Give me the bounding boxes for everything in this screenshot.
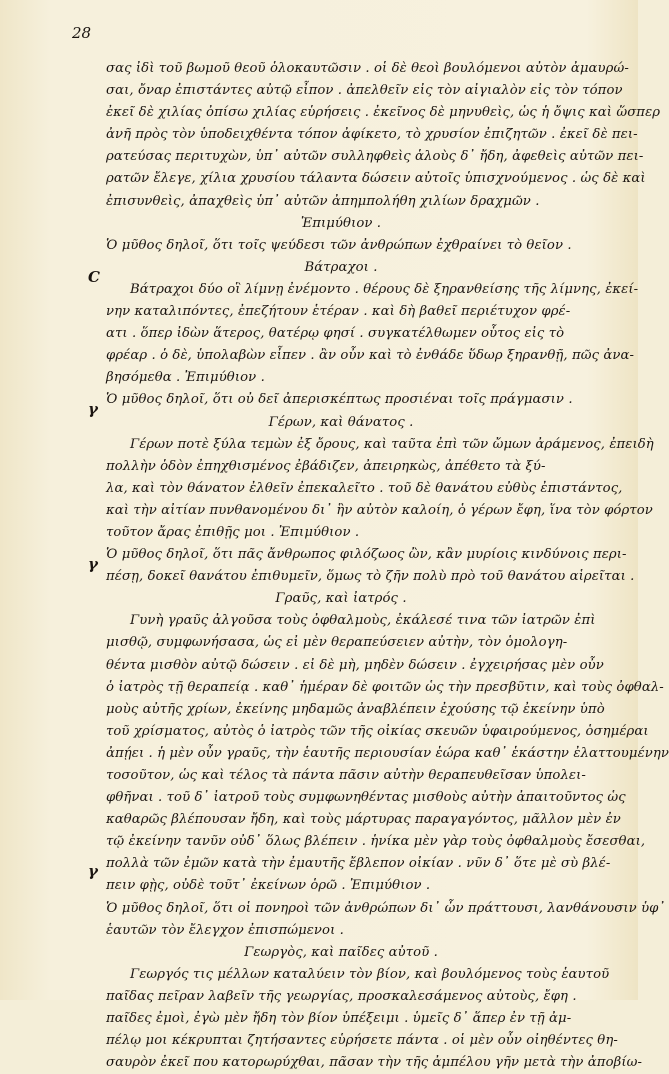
page-number: 28 (72, 24, 92, 42)
text-line: παῖδες ἐμοὶ, ἐγὼ μὲν ἤδη τὸν βίον ὑπέξειμι . ὑμεῖς δ᾽ ἅπερ ἐν τῇ ἀμ- (106, 1011, 572, 1027)
text-line: πολλὰ τῶν ἐμῶν κατὰ τὴν ἐμαυτῆς ἔβλεπον οἰκίαν . νῦν δ᾽ ὅτε μὲ σὺ βλέ- (106, 856, 611, 872)
text-line: ἀπῄει . ἡ μὲν οὖν γραῦς, τὴν ἑαυτῆς περιουσίαν ἑώρα καθ᾽ ἑκάστην ἐλαττουμένην (106, 745, 669, 761)
text-line: θέντα μισθὸν αὐτῷ δώσειν . εἰ δὲ μὴ, μηδὲν δώσειν . ἐγχειρήσας μὲν οὖν (106, 657, 604, 673)
text-line: τῷ ἐκείνην τανῦν οὐδ᾽ ὅλως βλέπειν . ἡνίκα μὲν γὰρ τοὺς ὀφθαλμοὺς ἔσεσθαι, (106, 834, 646, 850)
text-line: μισθῷ, συμφωνήσασα, ὡς εἰ μὲν θεραπεύσειεν αὐτὴν, τὸν ὁμολογη- (106, 635, 568, 651)
text-line: Ὁ μῦθος δηλοῖ, ὅτι τοῖς ψεύδεσι τῶν ἀνθρώπων ἐχθραίνει τὸ θεῖον . (106, 237, 572, 253)
text-line: τοσοῦτον, ὡς καὶ τέλος τὰ πάντα πᾶσιν αὐτὴν θεραπευθεῖσαν ὑπολει- (106, 768, 586, 783)
text-line: πειν φῂς, οὐδὲ τοῦτ᾽ ἐκείνων ὁρῶ . Ἐπιμύθιον . (106, 878, 431, 894)
text-line: ἐκεῖ δὲ χιλίας ὀπίσω χιλίας εὑρήσεις . ἐκεῖνος δὲ μηνυθεὶς, ὡς ἡ ὄψις καὶ ὥσπερ (106, 105, 661, 121)
fable-heading: Βάτραχοι . (304, 259, 378, 275)
text-line: Γεωργός τις μέλλων καταλύειν τὸν βίον, καὶ βουλόμενος τοὺς ἑαυτοῦ (130, 966, 610, 982)
fable-heading: Γεωργὸς, καὶ παῖδες αὐτοῦ . (244, 944, 438, 960)
margin-note: γ (88, 555, 98, 573)
text-line: ἐπισυνθεὶς, ἀπαχθεὶς ὑπ᾽ αὐτῶν ἀπημπολήθη χιλίων δραχμῶν . (106, 193, 540, 209)
text-line: ὁ ἰατρὸς τῇ θεραπείᾳ . καθ᾽ ἡμέραν δὲ φοιτῶν ὡς τὴν πρεσβῦτιν, καὶ τοὺς ὀφθαλ- (106, 679, 664, 695)
text-line: ρατεύσας περιτυχὼν, ὑπ᾽ αὐτῶν συλληφθεὶς ἁλοὺς δ᾽ ἤδη, ἀφεθεὶς αὐτῶν πει- (106, 149, 644, 165)
text-line: ἑαυτῶν τὸν ἔλεγχον ἐπισπώμενοι . (106, 922, 344, 938)
text-line: σας ἰδὶ τοῦ βωμοῦ θεοῦ ὁλοκαυτῶσιν . οἱ δὲ θεοὶ βουλόμενοι αὐτὸν ἀμαυρώ- (106, 61, 629, 76)
text-line: παῖδας πεῖραν λαβεῖν τῆς γεωργίας, προσκαλεσάμενος αὐτοὺς, ἔφη . (106, 988, 577, 1004)
text-line: Ὁ μῦθος δηλοῖ, ὅτι πᾶς ἄνθρωπος φιλόζωος ὢν, κἂν μυρίοις κινδύνοις περι- (106, 547, 627, 563)
text-line: Γυνὴ γραῦς ἀλγοῦσα τοὺς ὀφθαλμοὺς, ἐκάλεσέ τινα τῶν ἰατρῶν ἐπὶ (130, 613, 596, 629)
text-line: βησόμεθα . Ἐπιμύθιον . (106, 370, 265, 386)
text-line: πέλῳ μοι κέκρυπται ζητήσαντες εὑρήσετε πάντα . οἱ μὲν οὖν οἰηθέντες θη- (106, 1033, 618, 1049)
text-line: λα, καὶ τὸν θάνατον ἐλθεῖν ἐπεκαλεῖτο . τοῦ δὲ θανάτου εὐθὺς ἐπιστάντος, (106, 480, 623, 496)
text-line: ἀνῆ πρὸς τὸν ὑποδειχθέντα τόπον ἀφίκετο, τὸ χρυσίον ἐπιζητῶν . ἐκεῖ δὲ πει- (106, 127, 638, 143)
text-line: μοὺς αὐτῆς χρίων, ἐκείνης μηδαμῶς ἀναβλέπειν ἐχούσης τῷ ἐκείνην ὑπὸ (106, 701, 605, 717)
text-line: Ὁ μῦθος δηλοῖ, ὅτι οὐ δεῖ ἀπερισκέπτως προσιέναι τοῖς πράγμασιν . (106, 392, 573, 408)
text-line: σαι, ὄναρ ἐπιστάντες αὐτῷ εἶπον . ἀπελθεῖν εἰς τὸν αἰγιαλὸν εἰς τὸν τόπον (106, 83, 623, 99)
margin-note: γ (88, 400, 98, 418)
margin-note: γ (88, 862, 98, 880)
text-line: καὶ τὴν αἰτίαν πυνθανομένου δι᾽ ἣν αὐτὸν καλοίη, ὁ γέρων ἔφη, ἵνα τὸν φόρτον (106, 502, 653, 518)
text-line: πέσῃ, δοκεῖ θανάτου ἐπιθυμεῖν, ὅμως τὸ ζῆν πολὺ πρὸ τοῦ θανάτου αἱρεῖται . (106, 569, 635, 585)
text-line: Ὁ μῦθος δηλοῖ, ὅτι οἱ πονηροὶ τῶν ἀνθρώπων δι᾽ ὧν πράττουσι, λανθάνουσιν ὑφ᾽ (106, 900, 666, 916)
text-line: τοῦτον ἄρας ἐπιθῇς μοι . Ἐπιμύθιον . (106, 524, 360, 540)
margin-note: C (88, 268, 100, 286)
text-line: καθαρῶς βλέπουσαν ἤδη, καὶ τοὺς μάρτυρας παραγαγόντος, μᾶλλον μὲν ἐν (106, 812, 621, 828)
text-line: φθῆναι . τοῦ δ᾽ ἰατροῦ τοὺς συμφωνηθέντας μισθοὺς αὐτὴν ἀπαιτοῦντος ὡς (106, 790, 626, 806)
text-line: πολλὴν ὁδὸν ἐπηχθισμένος ἐβάδιζεν, ἀπειρηκὼς, ἀπέθετο τὰ ξύ- (106, 458, 546, 474)
text-line: τοῦ χρίσματος, αὐτὸς ὁ ἰατρὸς τῶν τῆς οἰκίας σκευῶν ὑφαιρούμενος, ὁσημέραι (106, 723, 649, 739)
text-line: σαυρὸν ἐκεῖ που κατορωρύχθαι, πᾶσαν τὴν τῆς ἀμπέλου γῆν μετὰ τὴν ἀποβίω- (106, 1055, 643, 1071)
fable-heading: Γραῦς, καὶ ἰατρός . (275, 591, 407, 607)
text-line: νην καταλιπόντες, ἐπεζήτουν ἑτέραν . καὶ δὴ βαθεῖ περιέτυχον φρέ- (106, 304, 571, 320)
greek-text-block (106, 58, 669, 1074)
fable-heading: Ἐπιμύθιον . (300, 215, 382, 231)
text-line: ατι . ὅπερ ἰδὼν ἅτερος, θατέρῳ φησί . συγκατέλθωμεν οὗτος εἰς τὸ (106, 326, 565, 342)
fable-heading: Γέρων, καὶ θάνατος . (268, 414, 414, 430)
text-line: Γέρων ποτὲ ξύλα τεμὼν ἐξ ὄρους, καὶ ταῦτα ἐπὶ τῶν ὤμων ἀράμενος, ἐπειδὴ (130, 436, 654, 452)
text-line: φρέαρ . ὁ δὲ, ὑπολαβὼν εἶπεν . ἂν οὖν καὶ τὸ ἐνθάδε ὕδωρ ξηρανθῇ, πῶς ἀνα- (106, 348, 635, 364)
text-line: ρατῶν ἔλεγε, χίλια χρυσίου τάλαντα δώσειν αὐτοῖς ὑπισχνούμενος . ὡς δὲ καὶ (106, 171, 646, 187)
text-line: Βάτραχοι δύο οἳ λίμνῃ ἐνέμοντο . θέρους δὲ ξηρανθείσης τῆς λίμνης, ἐκεί- (130, 281, 639, 297)
